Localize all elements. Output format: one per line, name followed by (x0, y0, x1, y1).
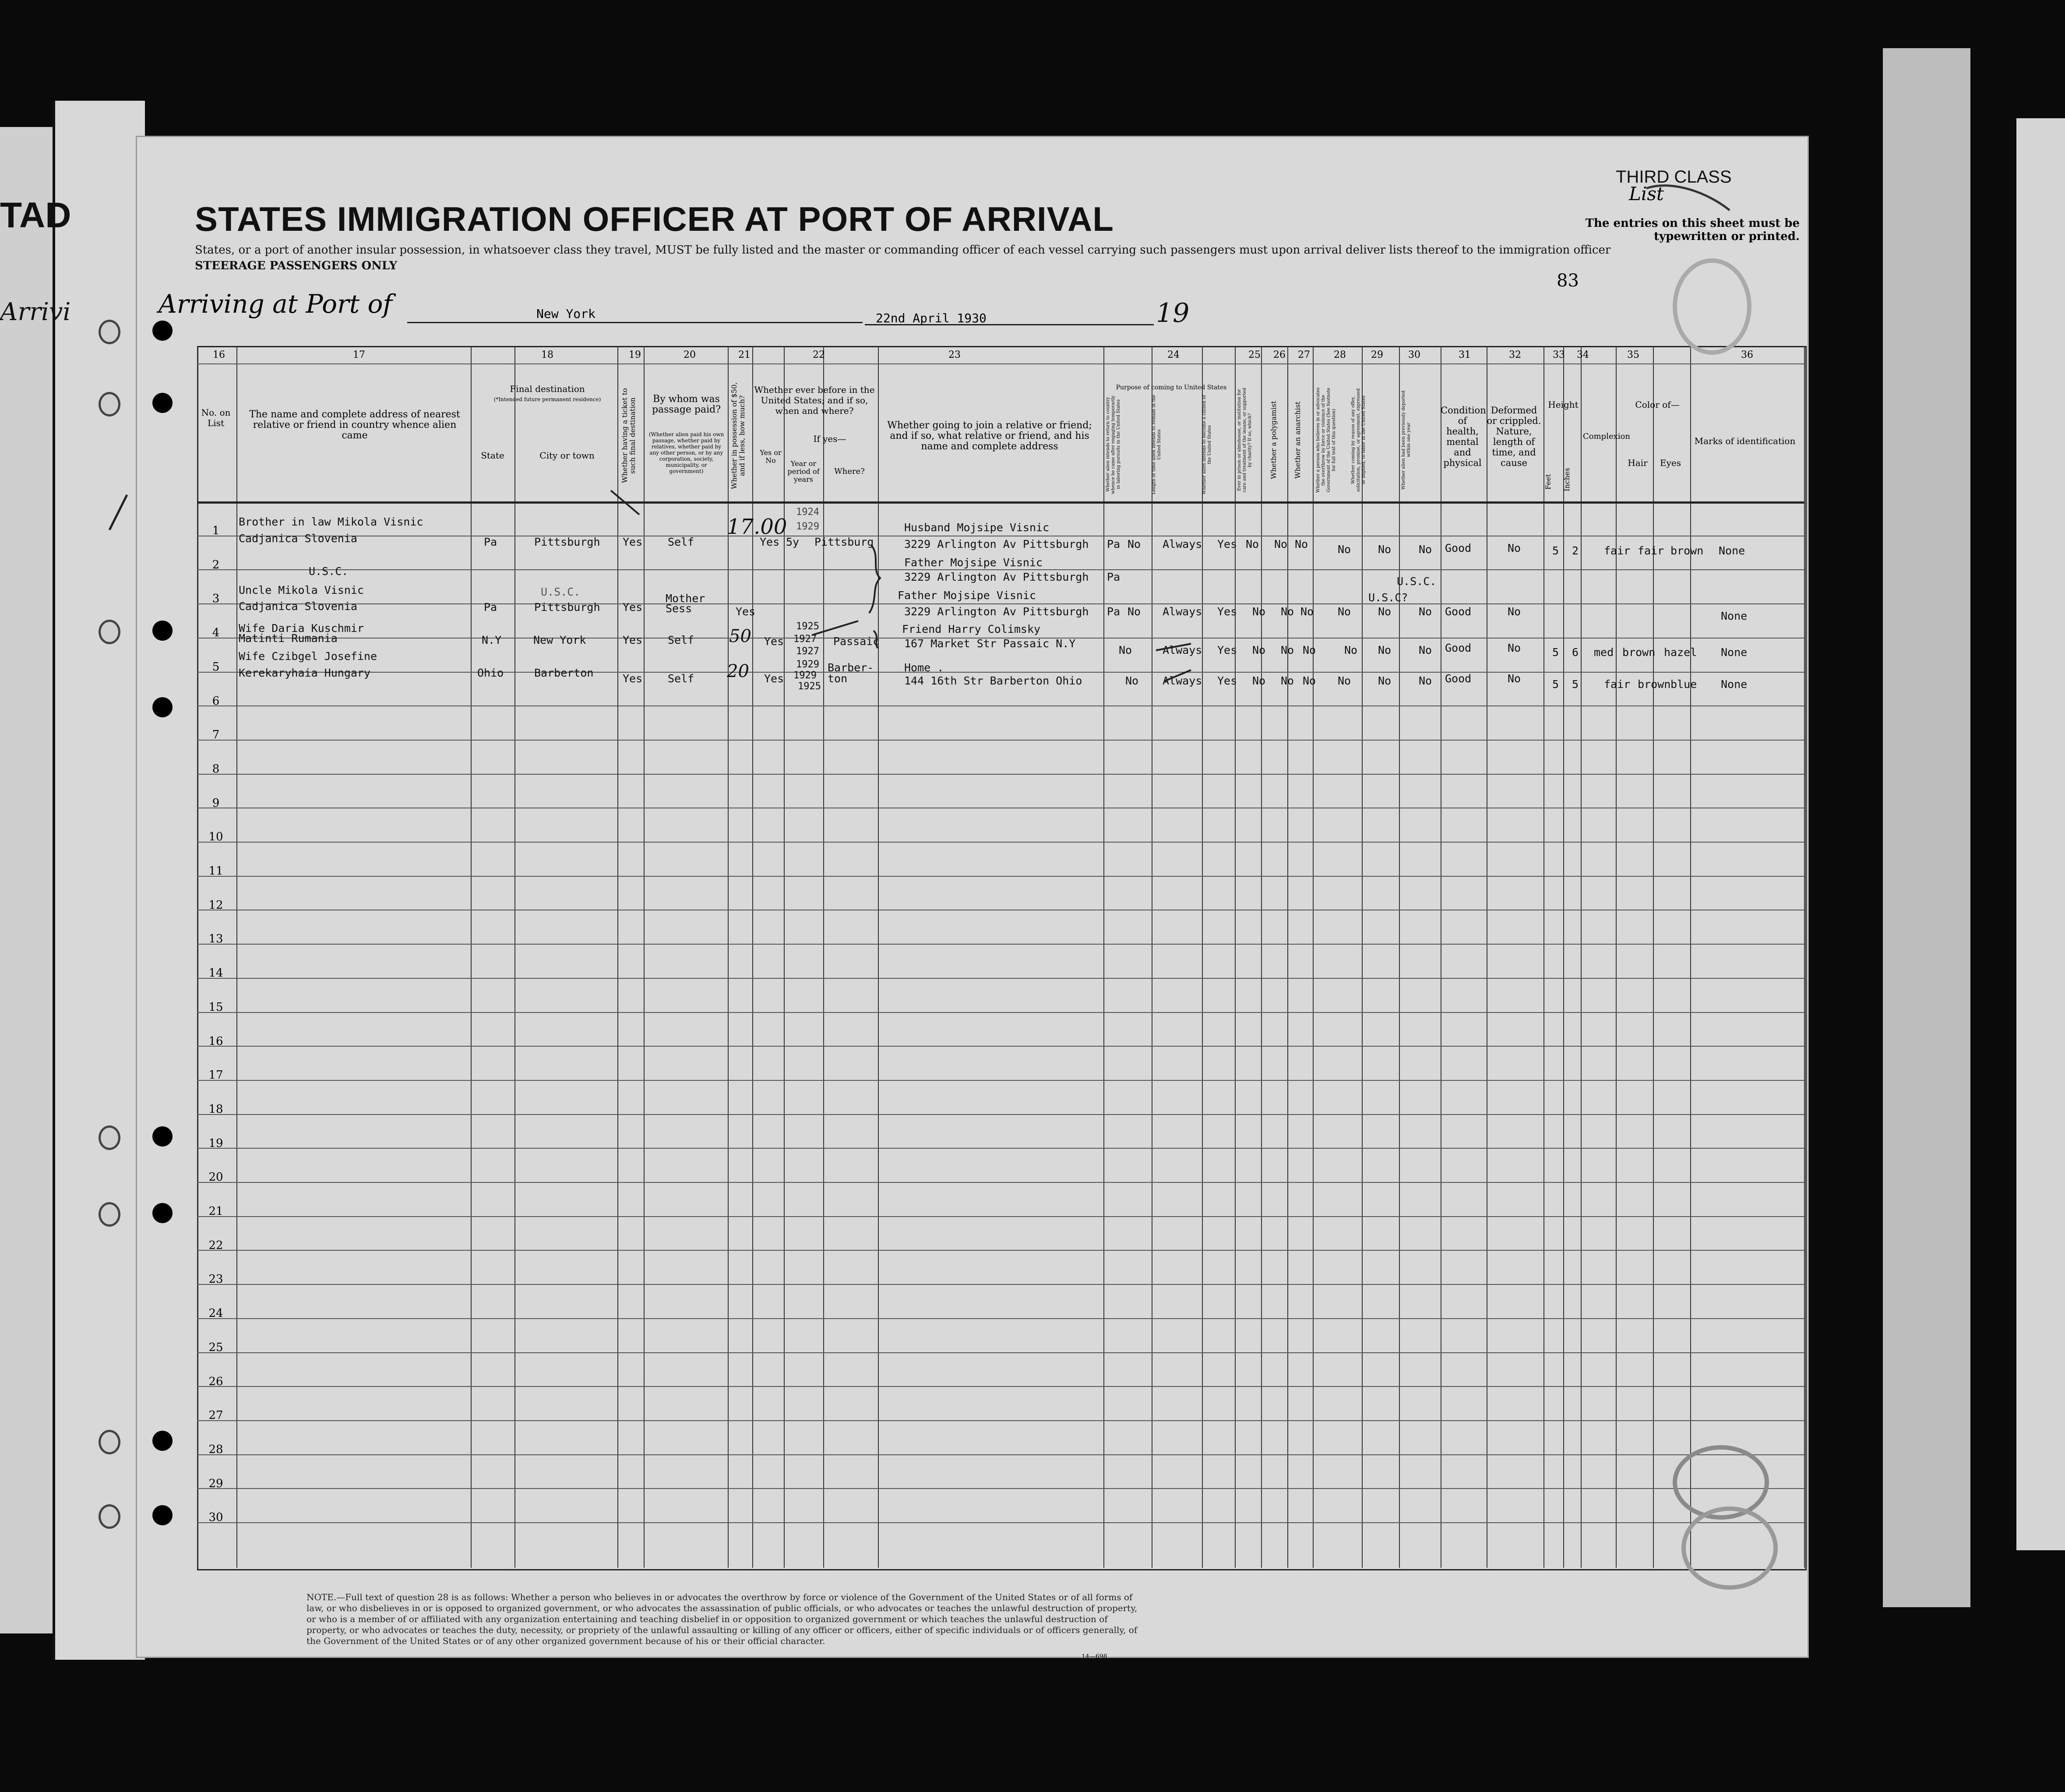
r4-where: Passaic (833, 635, 880, 648)
r1-deformed: No (1508, 542, 1521, 554)
r1-c24-state: Pa (1107, 538, 1121, 550)
r1-c28: No (1338, 543, 1351, 556)
r5-joining-name: Home . (904, 661, 944, 674)
row-number: 9 (212, 797, 220, 810)
r5-c27: No (1303, 674, 1316, 687)
header-state: State (481, 450, 504, 461)
r4-c29: No (1378, 644, 1392, 656)
row-number: 19 (208, 1137, 223, 1150)
header-deformed: Deformed or crippled. Nature, length of time, and cause (1487, 405, 1541, 468)
header-where: Where? (834, 467, 865, 476)
r4-years-b: 1927 (793, 634, 817, 645)
r5-state: Ohio (477, 667, 504, 679)
row-number: 1 (212, 524, 220, 537)
header-city: City or town (539, 450, 595, 461)
header-deported: Whether alien had been previously deported within one year (1401, 390, 1411, 490)
header-period: Year or period of years (787, 459, 820, 483)
column-number: 24 (1167, 349, 1180, 360)
header-hair: Hair (1628, 458, 1648, 468)
r2-joining-name: Father Mojsipe Visnic (904, 556, 1043, 569)
punch-hole (152, 1126, 173, 1146)
r4-c24-length: Always (1163, 644, 1202, 656)
r3-c29-note: U.S.C? (1368, 591, 1408, 604)
header-feet: Feet (1544, 474, 1552, 490)
r5-complexion: fair (1604, 678, 1631, 691)
column-number: 23 (948, 349, 961, 360)
list-label: List (1629, 183, 1664, 205)
r1-before: Yes (760, 536, 780, 548)
header-passage: By whom was passage paid? (652, 394, 721, 415)
r4-years-c: 1927 (796, 646, 819, 657)
row-number: 18 (208, 1103, 223, 1116)
row-number: 24 (208, 1307, 223, 1320)
header-condition: Condition of health, mental and physical (1441, 405, 1486, 468)
r3-paid-a: Mother (666, 592, 705, 605)
r3-c27: No (1300, 605, 1314, 618)
r5-feet: 5 (1552, 678, 1559, 691)
header-before: Whether ever before in the United States; and if so, when and where? (754, 385, 875, 416)
column-number: 31 (1459, 349, 1471, 360)
row-number: 17 (208, 1069, 223, 1082)
header-final-destination: Final destination (510, 384, 585, 394)
punch-hole-ring (99, 392, 120, 416)
r1-c24-length: Always (1163, 538, 1202, 550)
r1-c24-citizen: Yes (1217, 538, 1237, 550)
column-number: 35 (1627, 349, 1639, 360)
r5-c26: No (1281, 674, 1294, 687)
r1-inches: 2 (1572, 544, 1579, 557)
r2-c30: U.S.C. (1397, 575, 1437, 588)
row-number: 16 (208, 1035, 223, 1048)
r1-ticket: Yes (623, 536, 643, 548)
column-number: 22 (813, 349, 825, 360)
r2-usc: U.S.C. (309, 565, 349, 578)
r4-eyes: hazel (1664, 646, 1697, 659)
r1-joining-name: Husband Mojsipe Visnic (904, 521, 1050, 534)
header-if-yes: If yes— (813, 434, 846, 444)
row-number: 14 (208, 967, 223, 980)
r3-c25: No (1252, 605, 1266, 618)
r1-c26: No (1274, 538, 1288, 550)
header-prison: Ever in prison or almshouse, or institution for care and treatment of the insane, or supported by charity? If so, which? (1237, 388, 1252, 493)
r1-joining-address: 3229 Arlington Av Pittsburgh (904, 538, 1089, 550)
sheet-number: 83 (1557, 271, 1579, 291)
r5-money: 20 (727, 661, 749, 681)
r5-where-b: ton (828, 672, 848, 685)
header-eyes: Eyes (1660, 458, 1681, 468)
r1-feet: 5 (1552, 544, 1559, 557)
r5-eyes: blue (1670, 678, 1697, 691)
r3-c28: No (1338, 605, 1351, 618)
punch-hole (152, 393, 173, 413)
r5-c24-length: Always (1163, 674, 1202, 687)
r4-feet: 5 (1552, 646, 1559, 659)
row-number: 2 (212, 558, 220, 571)
form-title: STATES IMMIGRATION OFFICER AT PORT OF ARRIVAL (195, 200, 1114, 238)
r4-relative-place: Matinti Rumania (239, 632, 338, 645)
r3-paid-b: Sess (666, 602, 692, 615)
row-number: 23 (208, 1273, 223, 1286)
r3-c24-citizen: Yes (1217, 605, 1237, 618)
r5-c28: No (1338, 674, 1351, 687)
r5-joining-address: 144 16th Str Barberton Ohio (904, 674, 1082, 687)
r3-c24-length: Always (1163, 605, 1202, 618)
class-label: THIRD CLASS (1616, 167, 1732, 187)
r4-years-a: 1925 (796, 621, 819, 632)
punch-hole (152, 1203, 173, 1223)
r5-years-a: 1929 (796, 659, 819, 670)
r4-before: Yes (764, 635, 784, 648)
row-number: 20 (208, 1171, 223, 1184)
year-prefix: 19 (1156, 298, 1190, 328)
row-number: 4 (212, 626, 220, 639)
r1-period: 5y (786, 536, 800, 548)
r4-c24-return: No (1119, 644, 1132, 656)
row-number: 21 (208, 1205, 223, 1218)
r4-paid: Self (668, 634, 694, 646)
column-number: 30 (1408, 349, 1420, 360)
r1-eyes: brown (1670, 544, 1704, 557)
header-money: Whether in possession of $50, and if less, how much? (730, 382, 746, 490)
r3-joining-address: 3229 Arlington Av Pittsburgh (904, 605, 1089, 618)
column-number: 36 (1741, 349, 1753, 360)
punch-hole (152, 321, 173, 341)
row-number: 29 (208, 1477, 223, 1490)
r1-money: 17.00 (727, 515, 787, 539)
r5-city: Barberton (534, 667, 594, 679)
r4-c25: No (1252, 644, 1266, 656)
column-number: 32 (1509, 349, 1521, 360)
left-page-fragment-arriving: Arrivi (0, 298, 71, 326)
punch-hole-ring (99, 1202, 120, 1227)
header-purpose: Purpose of coming to United States (1116, 384, 1227, 391)
row-number: 27 (208, 1409, 223, 1422)
row-number: 22 (208, 1239, 223, 1252)
r1-paid: Self (668, 536, 694, 548)
punch-hole (152, 697, 173, 717)
row-number: 30 (208, 1511, 223, 1524)
column-number: 19 (629, 349, 641, 360)
header-ticket: Whether having a ticket to such final destination (620, 388, 637, 483)
typewritten-note: The entries on this sheet must be typewritten or printed. (1585, 217, 1800, 243)
r5-c24-citizen: Yes (1217, 674, 1237, 687)
port-of-arrival: New York (536, 307, 596, 321)
r4-ticket: Yes (623, 634, 643, 646)
r5-c25: No (1252, 674, 1266, 687)
r3-relative-name: Uncle Mikola Visnic (239, 584, 364, 596)
r5-years-b: 1929 (793, 670, 817, 681)
punch-hole-ring (99, 620, 120, 644)
r5-where-a: Barber- (828, 661, 874, 674)
r1-c27: No (1295, 538, 1308, 550)
header-anarchist: Whether an anarchist (1293, 401, 1302, 479)
r2-joining-address: 3229 Arlington Av Pittsburgh (904, 571, 1089, 583)
r4-hair: brown (1622, 646, 1656, 659)
column-number: 26 (1273, 349, 1286, 360)
r3-c26: No (1281, 605, 1294, 618)
column-number: 16 (213, 349, 225, 360)
r5-years-c: 1925 (798, 681, 821, 692)
punch-hole-ring (99, 1125, 120, 1150)
r1-c29: No (1378, 543, 1392, 556)
row-number: 12 (208, 899, 223, 912)
header-passage-note: (Whether alien paid his own passage, whether paid by relatives, whether paid by any other person, or by any corporation, society, municipality, or government) (648, 431, 724, 474)
r4-health: Good (1445, 642, 1472, 654)
r4-joining-name: Friend Harry Colimsky (902, 623, 1041, 635)
punch-hole-ring (99, 320, 120, 344)
column-number: 33 (1553, 349, 1565, 360)
r5-c24-return: No (1125, 674, 1139, 687)
steerage-label: STEERAGE PASSENGERS ONLY (195, 259, 398, 272)
header-purpose-citizen: Whether alien intends to become a citizen of the United States (1202, 395, 1212, 494)
r5-c30: No (1419, 674, 1432, 687)
column-number: 27 (1298, 349, 1310, 360)
row-number: 26 (208, 1375, 223, 1388)
footnote: NOTE.—Full text of question 28 is as follows: Whether a person who believes in or advocates the overthrow by force or violence of the Government of the United States or of all forms of law, or who disbelieves in or is opposed to organized government, or who advocates the assassination of public officials, or who advocates or teaches the unlawful destruction of property, or who is a member of or affiliated with any organization entertaining and teaching disbelief in or opposition to organized government or which teaches the unlawful destruction of property, or who advocates or teaches the duty, necessity, or propriety of the unlawful assaulting or killing of any officer or officers, either of specific individuals or of officers generally, of the Government of the United States or of any other organized government because of his or their official character. (307, 1592, 1138, 1646)
row-number: 28 (208, 1443, 223, 1456)
r3-c24-return: No (1128, 605, 1141, 618)
header-inches: Inches (1563, 468, 1571, 491)
r3-c24-state: Pa (1107, 605, 1121, 618)
r5-relative-place: Kerekaryhaia Hungary (239, 667, 371, 679)
r1-years-a: 1924 (796, 507, 819, 518)
row-number: 11 (208, 864, 223, 878)
r5-c29: No (1378, 674, 1392, 687)
punch-hole (152, 621, 173, 641)
r4-money: 50 (729, 626, 751, 646)
header-joining: Whether going to join a relative or friend; and if so, what relative or friend, and his name and complete address (887, 420, 1092, 452)
column-number: 29 (1371, 349, 1383, 360)
row-number: 25 (208, 1341, 223, 1354)
header-yes-or-no: Yes or No (760, 448, 782, 465)
r3-ticket: Yes (623, 601, 643, 614)
r1-relative-place: Cadjanica Slovenia (239, 532, 357, 545)
left-page-fragment-title: TAD (0, 195, 71, 235)
r3-city-note: U.S.C. (541, 586, 581, 598)
r3-health: Good (1445, 605, 1472, 618)
column-number: 25 (1248, 349, 1261, 360)
header-purpose-length: Length of time alien intends to remain in the United States (1152, 395, 1162, 494)
r3-deformed: No (1508, 605, 1521, 618)
r4-state: N.Y (482, 634, 502, 646)
r4-deformed: No (1508, 642, 1521, 654)
header-color-of: Color of— (1635, 399, 1680, 410)
punch-hole-ring (99, 1504, 120, 1529)
header-overthrow: Whether a person who believes in or advocates the overthrow by force or violence of the Government of the United States (See footnote for full text of this question) (1316, 387, 1336, 493)
column-number: 21 (738, 349, 751, 360)
header-complexion: Complexion (1583, 432, 1630, 441)
r3-c29: No (1378, 605, 1392, 618)
r1-c25: No (1246, 538, 1259, 550)
header-no-on-list: No. on List (201, 407, 231, 428)
row-number: 3 (212, 592, 220, 605)
r2-c24: Pa (1107, 571, 1121, 583)
stamp-mark (1673, 258, 1751, 355)
header-labor: Whether coming by reason of any offer, solicitation, promise, or agreement, expressed or implied, to labor in the United States (1351, 388, 1366, 492)
r3-marks: None (1721, 610, 1748, 622)
r1-hair: fair (1638, 544, 1664, 557)
r4-city: New York (533, 634, 586, 646)
r4-marks: None (1721, 646, 1748, 659)
column-number: 34 (1577, 349, 1589, 360)
arriving-label: Arriving at Port of (159, 289, 392, 319)
stamp-mark (1681, 1506, 1778, 1590)
r1-relative-name: Brother in law Mikola Visnic (239, 515, 423, 528)
column-number: 28 (1334, 349, 1346, 360)
r1-where: Pittsburg (814, 536, 874, 548)
r3-city: Pittsburgh (534, 601, 600, 614)
header-final-destination-note: (*Intended future permanent residence) (493, 396, 601, 402)
row-number: 13 (208, 932, 223, 945)
r5-deformed: No (1508, 672, 1521, 685)
row-number: 5 (212, 660, 220, 674)
r5-paid: Self (668, 672, 694, 685)
column-number: 17 (353, 349, 365, 360)
r3-c30: No (1419, 605, 1432, 618)
r5-marks: None (1721, 678, 1748, 691)
r4-c30: No (1419, 644, 1432, 656)
punch-hole-ring (99, 1430, 120, 1454)
row-number: 8 (212, 762, 220, 776)
column-number: 20 (684, 349, 696, 360)
r4-complexion: med (1594, 646, 1614, 659)
r5-relative-name: Wife Czibgel Josefine (239, 650, 377, 663)
r1-health: Good (1445, 542, 1472, 554)
row-number: 15 (208, 1001, 223, 1014)
form-instruction: States, or a port of another insular possession, in whatsoever class they travel, MUST be fully listed and the master or commanding officer of each vessel carrying such passengers must upon arrival deliver lists thereof to the immigration officer (195, 243, 1611, 257)
header-height: Height (1548, 399, 1579, 410)
punch-hole (152, 1431, 173, 1451)
r1-c30: No (1419, 543, 1432, 556)
r5-before: Yes (764, 672, 784, 685)
row-number: 6 (212, 695, 220, 708)
row-number: 7 (212, 728, 220, 741)
r5-ticket: Yes (623, 672, 643, 685)
r4-c24-citizen: Yes (1217, 644, 1237, 656)
punch-hole (152, 1505, 173, 1525)
r3-joining-name: Father Mojsipe Visnic (898, 589, 1036, 602)
r4-inches: 6 (1572, 646, 1579, 659)
r1-marks: None (1719, 544, 1745, 557)
r1-city: Pittsburgh (534, 536, 600, 548)
arrival-date: 22nd April 1930 (876, 311, 987, 325)
r5-inches: 5 (1572, 678, 1579, 691)
header-marks: Marks of identification (1694, 436, 1796, 446)
r3-relative-place: Cadjanica Slovenia (239, 600, 357, 613)
r1-complexion: fair (1604, 544, 1631, 557)
r4-c27: No (1303, 644, 1316, 656)
r4-c26: No (1281, 644, 1294, 656)
r5-hair: brown (1638, 678, 1671, 691)
r1-c24-return: No (1128, 538, 1141, 550)
r4-joining-address: 167 Market Str Passaic N.Y (904, 637, 1076, 650)
header-purpose-return: Whether alien intends to return to country whence he came after engaging temporarily in laboring pursuits in the United States (1106, 395, 1121, 494)
form-number: 14—698 (1082, 1653, 1107, 1660)
r1-state: Pa (484, 536, 497, 548)
header-polygamist: Whether a polygamist (1269, 401, 1278, 480)
r4-c28: No (1344, 644, 1358, 656)
header-relative-address: The name and complete address of nearest relative or friend in country whence alien came (249, 409, 460, 441)
r5-health: Good (1445, 672, 1472, 685)
r3-state: Pa (484, 601, 497, 614)
r4-relative-name: Wife Daria Kuschmir (239, 622, 364, 635)
column-number: 18 (541, 349, 553, 360)
r1-years-b: 1929 (796, 521, 819, 532)
row-number: 10 (208, 830, 223, 843)
r3-money: Yes (736, 605, 756, 618)
